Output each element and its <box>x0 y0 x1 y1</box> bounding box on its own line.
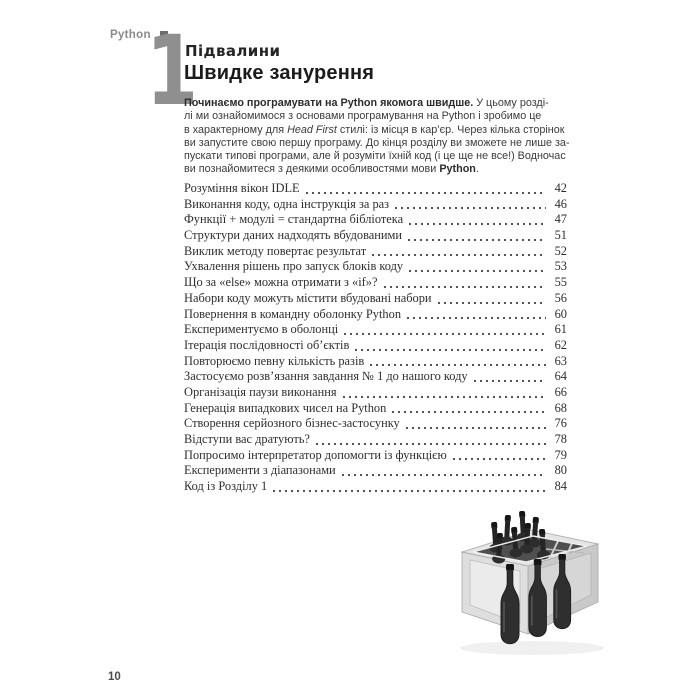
toc-entry-label: Попросимо інтерпретатор допомогти із функцією <box>184 447 447 462</box>
intro-text-segment: стилі: із місця в кар’єр. Через кілька сторінок <box>336 123 565 136</box>
toc-entry-page: 84 <box>554 479 567 494</box>
toc-entry-label: Ітерація послідовності об’єктів <box>184 337 350 352</box>
toc-entry <box>184 212 567 228</box>
toc-entry-page: 52 <box>554 243 567 258</box>
toc-dot-leader <box>405 315 546 320</box>
toc-entry-page: 53 <box>554 259 567 274</box>
toc-entry <box>184 385 567 401</box>
toc-dot-leader <box>436 300 546 305</box>
toc-entry-page: 60 <box>554 306 567 321</box>
toc-entry <box>184 197 567 213</box>
toc-dot-leader <box>407 268 546 273</box>
intro-line <box>184 163 586 176</box>
toc-entry-label: Створення серйозного бізнес-застосунку <box>184 416 400 431</box>
toc-entry-page: 47 <box>554 212 567 227</box>
chapter-tag: Підвалини <box>185 42 281 60</box>
intro-text-segment: лі ми ознайомимося з основами програмування на Python і зробимо це <box>184 110 542 123</box>
toc-entry-page: 63 <box>554 353 567 368</box>
toc-dot-leader <box>393 205 546 210</box>
toc-dot-leader <box>406 237 546 242</box>
toc-entry-page: 64 <box>554 369 567 384</box>
intro-text-segment: в характерному для <box>184 123 288 136</box>
toc-entry <box>184 479 567 495</box>
toc-entry <box>184 259 567 275</box>
intro-line <box>184 137 586 150</box>
intro-paragraph <box>184 97 586 177</box>
toc-entry-label: Експерименти з діапазонами <box>184 463 336 478</box>
toc-entry <box>184 181 567 197</box>
toc-dot-leader <box>342 331 546 336</box>
toc-dot-leader <box>382 284 546 289</box>
intro-text-segment: ви познайомитеся з деякими особливостями мови <box>184 163 440 176</box>
intro-line <box>184 110 586 123</box>
toc-dot-leader <box>341 394 546 399</box>
toc-entry-page: 42 <box>554 181 567 195</box>
toc-entry-label: Код із Розділу 1 <box>184 479 268 494</box>
toc-entry-label: Відступи вас дратують? <box>184 432 310 446</box>
intro-line <box>184 124 586 137</box>
toc-entry <box>184 463 567 479</box>
table-of-contents <box>184 181 567 495</box>
footer-page-number: 10 <box>108 671 121 683</box>
toc-entry-label: Виконання коду, одна інструкція за раз <box>184 196 390 211</box>
toc-entry-label: Генерація випадкових чисел на Python <box>184 400 387 415</box>
toc-entry-label: Структури даних надходять вбудованими <box>184 228 402 243</box>
toc-entry-page: 80 <box>554 463 567 478</box>
toc-dot-leader <box>472 378 546 383</box>
toc-entry <box>184 354 567 370</box>
toc-entry <box>184 432 567 448</box>
intro-text-segment: Починаємо програмувати на Python якомога швидше. <box>184 97 474 109</box>
toc-entry-label: Повторюємо певну кількість разів <box>184 353 365 368</box>
toc-entry <box>184 416 567 432</box>
toc-entry <box>184 307 567 323</box>
toc-entry <box>184 322 567 338</box>
toc-entry-label: Набори коду можуть містити вбудовані набори <box>184 290 432 305</box>
toc-entry-page: 56 <box>554 290 567 305</box>
toc-entry <box>184 448 567 464</box>
toc-entry <box>184 244 567 260</box>
intro-text-segment: У цьому розді- <box>473 97 549 109</box>
running-header-label: Python <box>110 29 151 41</box>
toc-entry-page: 68 <box>554 400 567 415</box>
toc-entry-label: Ухвалення рішень про запуск блоків коду <box>184 259 404 274</box>
toc-dot-leader <box>404 425 546 430</box>
toc-entry-page: 76 <box>554 416 567 431</box>
toc-entry-page: 78 <box>554 432 567 446</box>
toc-dot-leader <box>368 362 546 367</box>
toc-entry-page: 62 <box>554 337 567 352</box>
toc-dot-leader <box>271 488 546 493</box>
intro-line <box>184 150 586 163</box>
toc-entry-label: Застосуємо розв’язання завдання № 1 до нашого коду <box>184 369 468 384</box>
toc-entry <box>184 275 567 291</box>
toc-entry-label: Що за «else» можна отримати з «if»? <box>184 275 378 290</box>
toc-entry <box>184 401 567 417</box>
toc-entry-page: 66 <box>554 384 567 399</box>
toc-dot-leader <box>304 190 546 195</box>
toc-entry-label: Функції + модулі = стандартна бібліотека <box>184 212 404 227</box>
toc-entry-page: 51 <box>554 228 567 243</box>
crate-of-bottles-illustration <box>446 508 621 665</box>
toc-dot-leader <box>451 456 546 461</box>
toc-entry-label: Розуміння вікон IDLE <box>184 181 300 195</box>
chapter-number: 1 <box>146 15 199 127</box>
toc-entry-page: 46 <box>554 196 567 211</box>
toc-entry-label: Виклик методу повертає результат <box>184 243 367 258</box>
toc-dot-leader <box>390 409 546 414</box>
toc-entry-label: Організація паузи виконання <box>184 384 337 399</box>
toc-entry-page: 55 <box>554 275 567 290</box>
crate-of-bottles-figure <box>446 508 621 660</box>
toc-entry <box>184 228 567 244</box>
toc-dot-leader <box>353 347 546 352</box>
intro-line <box>184 97 586 110</box>
toc-entry <box>184 291 567 307</box>
toc-dot-leader <box>407 221 546 226</box>
toc-dot-leader <box>340 472 546 477</box>
intro-text-segment: Head First <box>287 123 337 136</box>
intro-text-segment: . <box>475 163 479 176</box>
chapter-title: Швидке занурення <box>184 62 375 84</box>
toc-entry-label: Повернення в командну оболонку Python <box>184 306 402 321</box>
intro-text-segment: ви запустите свою першу програму. До кінця розділу ви зможете не лише за- <box>184 136 570 149</box>
intro-text-segment: Python <box>439 163 476 176</box>
toc-entry <box>184 369 567 385</box>
toc-entry-page: 79 <box>554 447 567 462</box>
toc-dot-leader <box>314 441 546 446</box>
toc-dot-leader <box>370 252 546 257</box>
intro-text-segment: пускати типові програми, але й розуміти їхній код (і це ще не все!) Водночас <box>184 150 566 163</box>
toc-entry <box>184 338 567 354</box>
toc-entry-label: Експериментуємо в оболонці <box>184 322 339 337</box>
toc-entry-page: 61 <box>554 322 567 337</box>
